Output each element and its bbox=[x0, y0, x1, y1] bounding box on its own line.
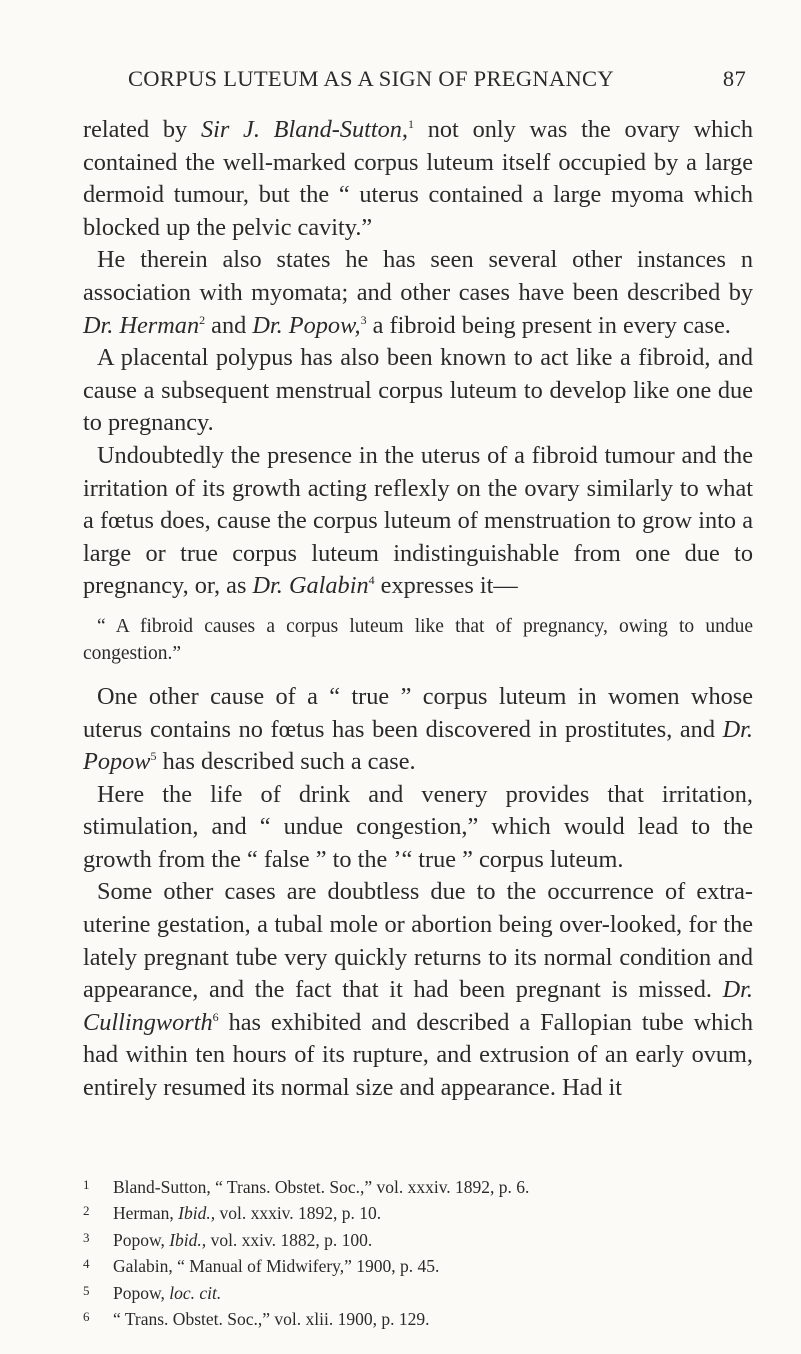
author-name: Sir J. Bland-Sutton, bbox=[200, 116, 408, 143]
running-header bbox=[128, 66, 746, 92]
footnote-number: 1 bbox=[83, 1177, 90, 1192]
footnote: 6 “ Trans. Obstet. Soc.,” vol. xlii. 1900, p. 129. bbox=[83, 1305, 753, 1331]
running-title: CORPUS LUTEUM AS A SIGN OF PREGNANCY bbox=[128, 66, 614, 91]
footnote: 3 Popow, Ibid., vol. xxiv. 1882, p. 100. bbox=[83, 1226, 753, 1252]
footnote-ref: 3 bbox=[360, 312, 367, 327]
footnote: 1 Bland-Sutton, “ Trans. Obstet. Soc.,” vol. xxxiv. 1892, p. 6. bbox=[83, 1173, 753, 1199]
paragraph-5: One other cause of a “ true ” corpus luteum in women whose uterus contains no fœtus has been discovered in prostitutes, and Dr. Popow$^5$ has described such a case. bbox=[83, 682, 753, 776]
footnote-ref: 1 bbox=[407, 117, 414, 131]
footnote-number: 3 bbox=[83, 1229, 90, 1245]
footnote-ref: 5 bbox=[150, 749, 157, 764]
footnote-number: 4 bbox=[83, 1256, 90, 1272]
author-name: Dr. Popow bbox=[83, 715, 753, 776]
footnote: 5 Popow, loc. cit. bbox=[83, 1279, 753, 1305]
paragraph-4: Undoubtedly the presence in the uterus of a fibroid tumour and the irritation of its growth acting reflexly on the ovary similarly to what a fœtus does, cause the corpus luteum of menstruation to grow into a large or true corpus luteum indistinguishable from one due to pregnancy, or, as Dr. Galabin$^4$ expresses it— bbox=[83, 441, 753, 600]
paragraph-7: Some other cases are doubtless due to the occurrence of extra-uterine gestation, a tubal mole or abortion being over-looked, for the lately pregnant tube very quickly returns to its normal condition and appearance, and the fact that it had been pregnant is missed. Dr. Cullingworth$^6$ has exhibited and described a Fallopian tube which had within ten hours of its rupture, and extrusion of an early ovum, entirely resumed its normal size and appearance. Had it bbox=[83, 878, 753, 1102]
author-name: Dr. Popow, bbox=[252, 311, 361, 339]
footnote-number: 6 bbox=[83, 1309, 90, 1325]
block-quote: “ A fibroid causes a corpus luteum like that of pregnancy, owing to undue congestion.” bbox=[83, 615, 753, 664]
footnotes bbox=[83, 1173, 753, 1331]
footnote: 2 Herman, Ibid., vol. xxxiv. 1892, p. 10. bbox=[83, 1199, 753, 1225]
paragraph-2: He therein also states he has seen several other instances n association with myomata; and other cases have been described by Dr. Herman$^2$ and Dr. Popow,$^3$ a fibroid being present in every case. bbox=[83, 246, 753, 339]
body-text bbox=[83, 114, 753, 1105]
footnote-ref: 4 bbox=[368, 573, 375, 588]
footnote-number: 2 bbox=[83, 1203, 90, 1219]
paragraph-1: related by Sir J. Bland-Sutton,$^1$ not only was the ovary which contained the well-marked corpus luteum itself occupied by a large dermoid tumour, but the “ uterus contained a large myoma which blocked up the pelvic cavity.” bbox=[83, 116, 753, 241]
paragraph-6: Here the life of drink and venery provides that irritation, stimulation, and “ undue congestion,” which would lead to the growth from the “ false ” to the ’“ true ” corpus luteum. bbox=[83, 780, 753, 873]
footnote-ref: 6 bbox=[212, 1009, 219, 1024]
paragraph-3: A placental polypus has also been known to act like a fibroid, and cause a subsequent menstrual corpus luteum to develop like one due to pregnancy. bbox=[83, 344, 753, 437]
footnote-ref: 2 bbox=[199, 312, 206, 327]
author-name: Dr. Galabin bbox=[252, 572, 369, 600]
footnote: 4 Galabin, “ Manual of Midwifery,” 1900, p. 45. bbox=[83, 1252, 753, 1278]
page-number: 87 bbox=[722, 66, 746, 91]
author-name: Dr. Herman bbox=[83, 311, 200, 339]
author-name: Dr. Cullingworth bbox=[83, 976, 753, 1036]
footnote-number: 5 bbox=[83, 1282, 90, 1298]
